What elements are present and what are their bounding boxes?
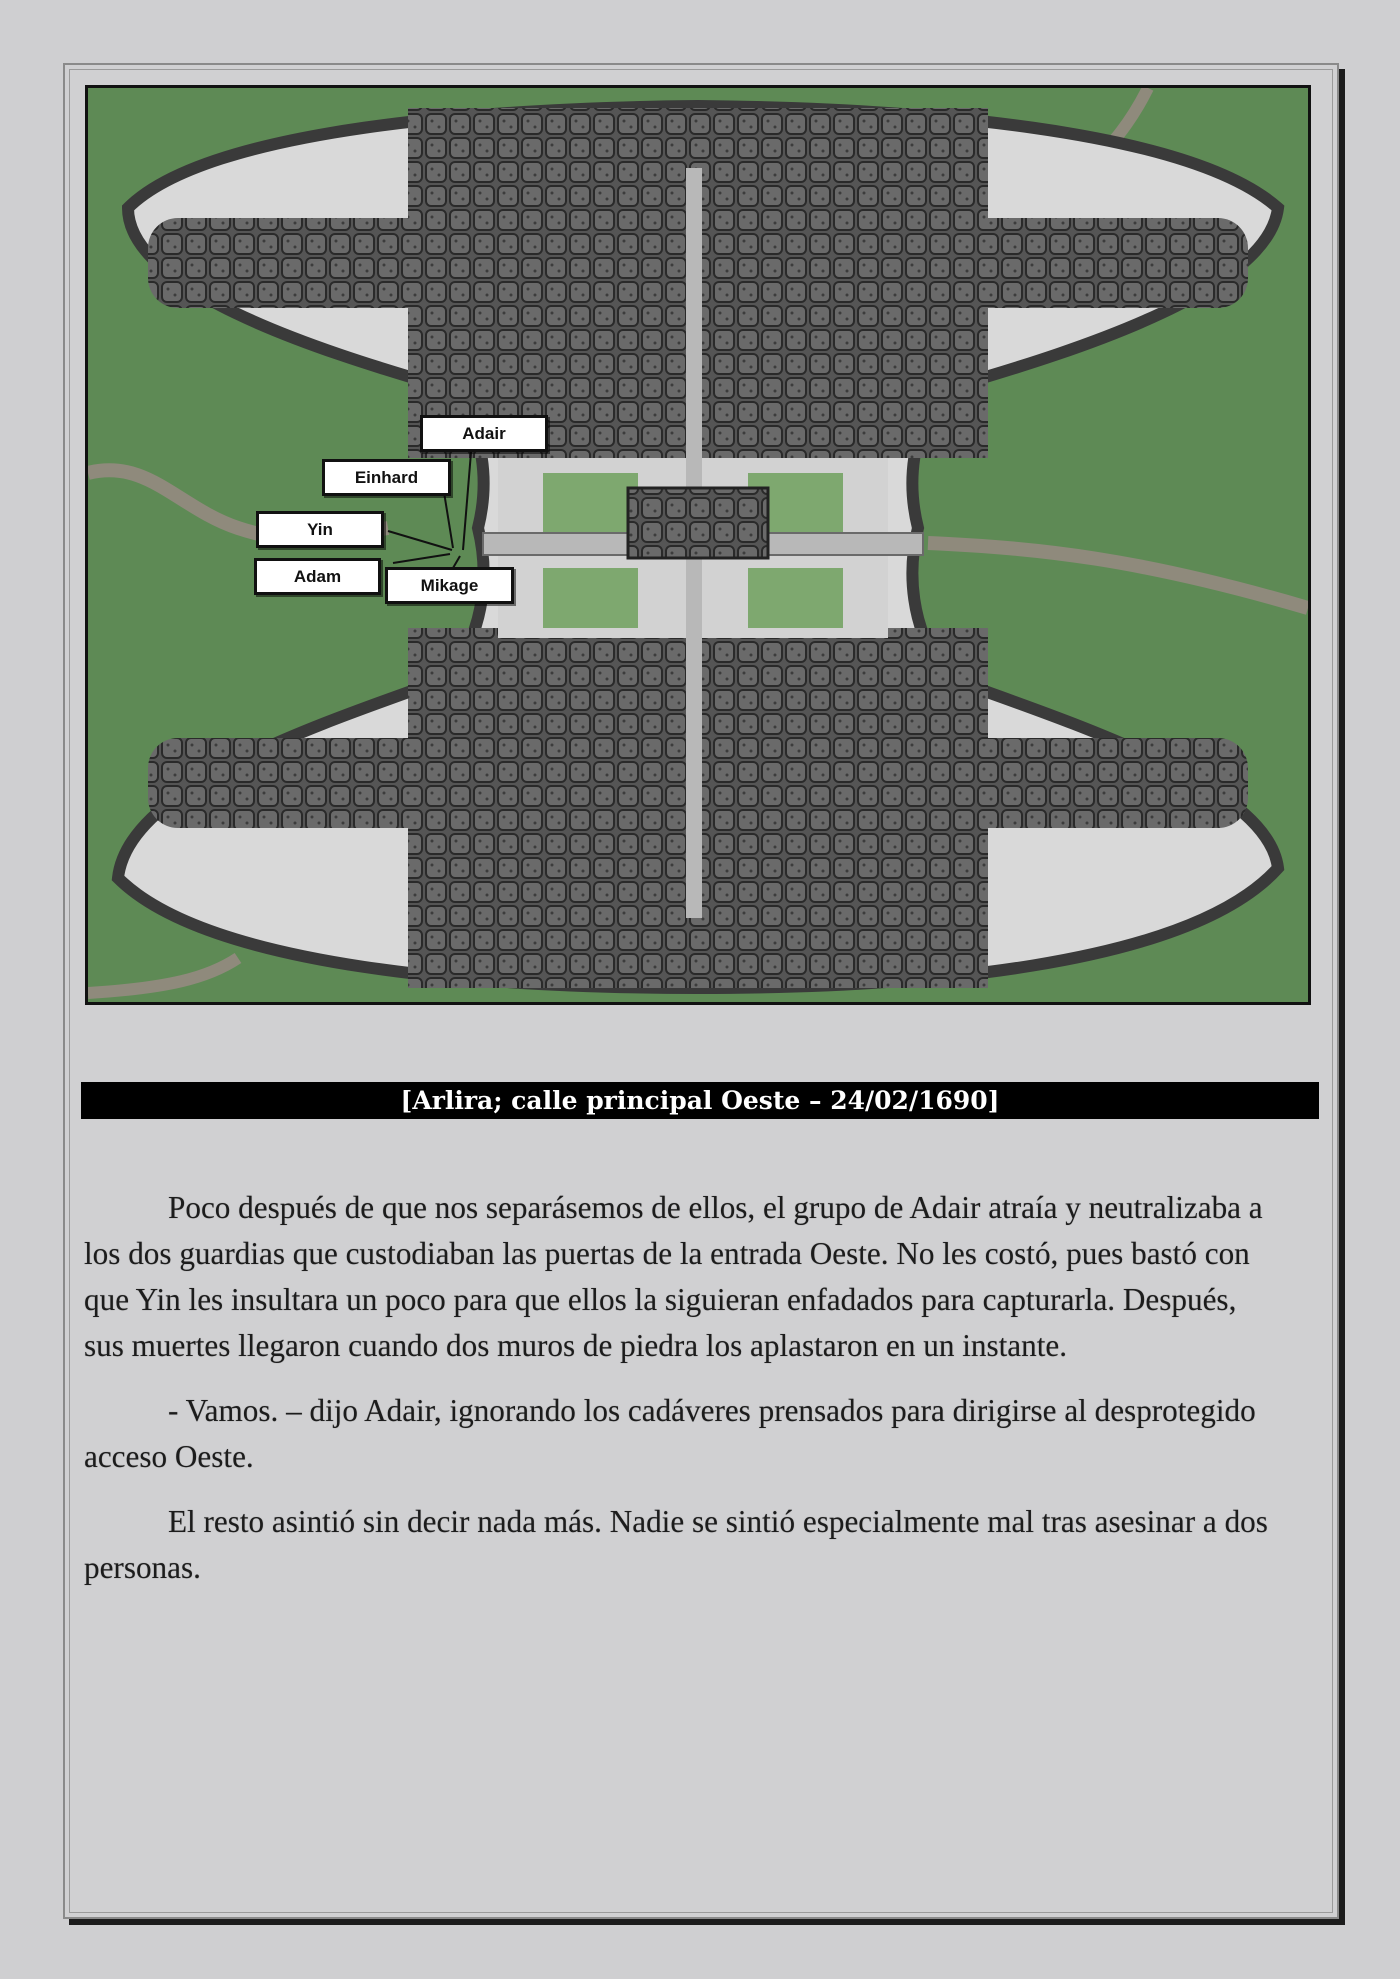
map-label-yin: Yin	[256, 511, 384, 548]
scene-header	[81, 1082, 1319, 1119]
map-label-einhard: Einhard	[322, 459, 451, 496]
northwest-district	[148, 218, 478, 308]
map-label-mikage: Mikage	[385, 567, 514, 604]
plaza-garden-nw	[543, 473, 638, 533]
paragraph: - Vamos. – dijo Adair, ignorando los cadáveres prensados para dirigirse al desprotegido acceso Oeste.	[84, 1393, 1256, 1474]
map-label-adair: Adair	[420, 415, 548, 452]
scene-header-title: [Arlira; calle principal Oeste – 24/02/1690]	[400, 1086, 1000, 1115]
story-text	[84, 1185, 1268, 1610]
southeast-district	[948, 738, 1248, 828]
plaza-garden-se	[748, 568, 843, 628]
map-label-adam: Adam	[254, 558, 381, 595]
southwest-district	[148, 738, 478, 828]
paragraph: El resto asintió sin decir nada más. Nadie se sintió especialmente mal tras asesinar a dos personas.	[84, 1504, 1268, 1585]
plaza-garden-sw	[543, 568, 638, 628]
paragraph: Poco después de que nos separásemos de ellos, el grupo de Adair atraía y neutralizaba a los dos guardias que custodiaban las puertas de la entrada Oeste. No les costó, pues bastó con que Yin les insultara un poco para que ellos la siguieran enfadados para capturarla. Después, sus muertes llegaron cuando dos muros de piedra los aplastaron en un instante.	[84, 1190, 1263, 1363]
central-keep	[628, 488, 768, 558]
northeast-district	[948, 218, 1248, 308]
